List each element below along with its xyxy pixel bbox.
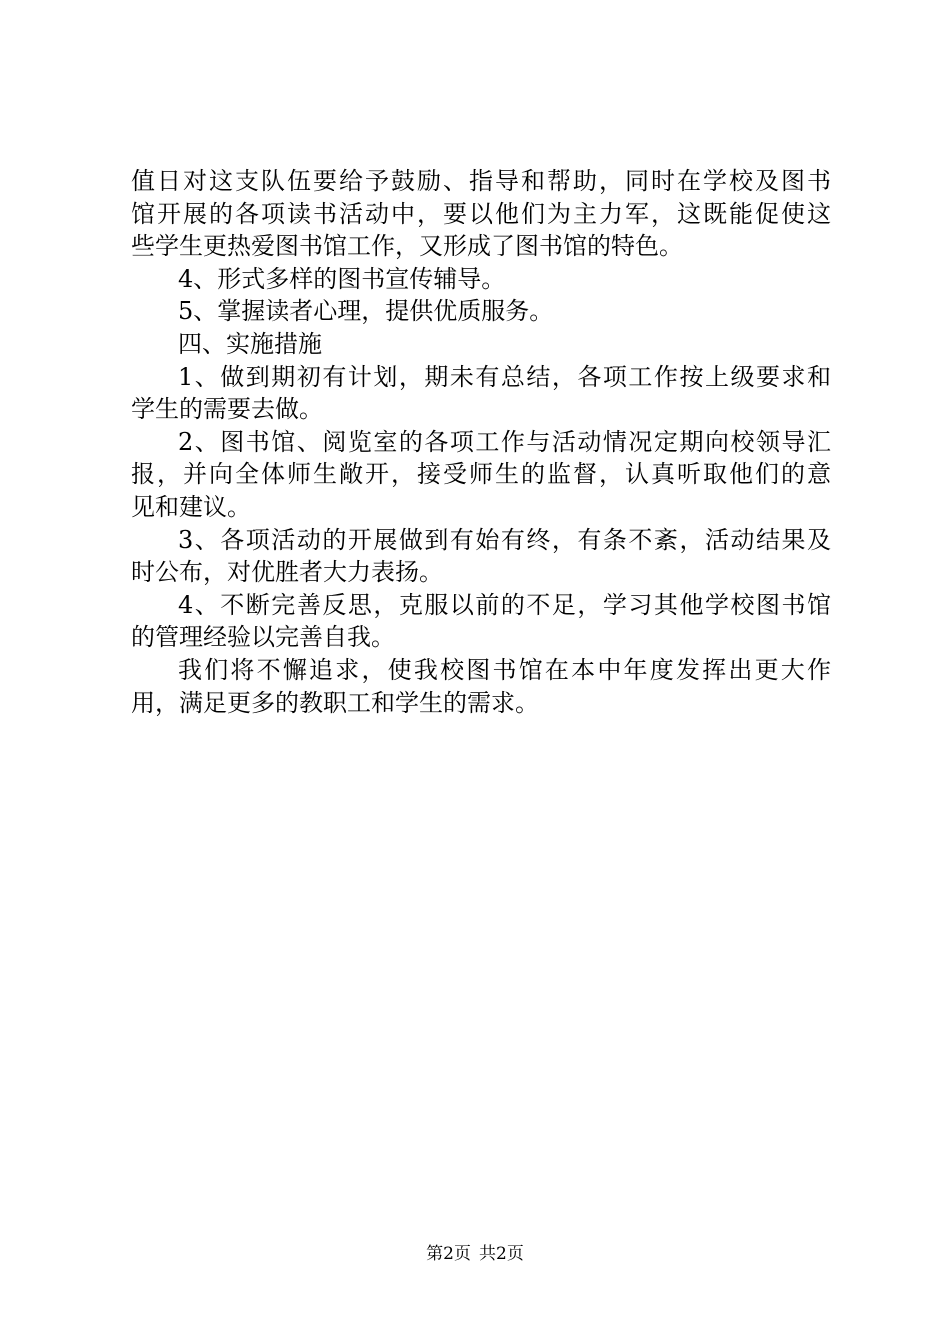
page-footer [0, 1242, 950, 1266]
measure-item-3: 3、各项活动的开展做到有始有终，有条不紊，活动结果及 [178, 525, 831, 554]
measure-item-1: 1、做到期初有计划，期未有总结，各项工作按上级要求和 [178, 362, 831, 391]
measure-item-4: 4、不断完善反思，克服以前的不足，学习其他学校图书馆 [178, 590, 831, 619]
closing-paragraph: 我们将不懈追求，使我校图书馆在本中年度发挥出更大作 [178, 655, 831, 684]
document-body [131, 165, 831, 719]
text-line: 报，并向全体师生敞开，接受师生的监督，认真听取他们的意 [131, 460, 831, 489]
text-line: 的管理经验以完善自我。 [131, 623, 395, 652]
page-total: 共2页 [479, 1244, 524, 1264]
text-line: 学生的需要去做。 [131, 395, 323, 424]
text-line: 时公布，对优胜者大力表扬。 [131, 558, 443, 587]
text-line: 值日对这支队伍要给予鼓励、指导和帮助，同时在学校及图书 [131, 167, 831, 195]
text-line: 用，满足更多的教职工和学生的需求。 [131, 688, 539, 717]
text-line: 些学生更热爱图书馆工作，又形成了图书馆的特色。 [131, 232, 683, 261]
section-heading: 四、实施措施 [178, 329, 322, 358]
page-number: 第2页 [426, 1244, 471, 1264]
text-line: 见和建议。 [131, 492, 251, 521]
list-item-4: 4、形式多样的图书宣传辅导。 [178, 264, 506, 293]
text-line: 馆开展的各项读书活动中，要以他们为主力军，这既能促使这 [131, 199, 831, 228]
list-item-5: 5、掌握读者心理，提供优质服务。 [178, 297, 554, 326]
measure-item-2: 2、图书馆、阅览室的各项工作与活动情况定期向校领导汇 [178, 427, 831, 456]
